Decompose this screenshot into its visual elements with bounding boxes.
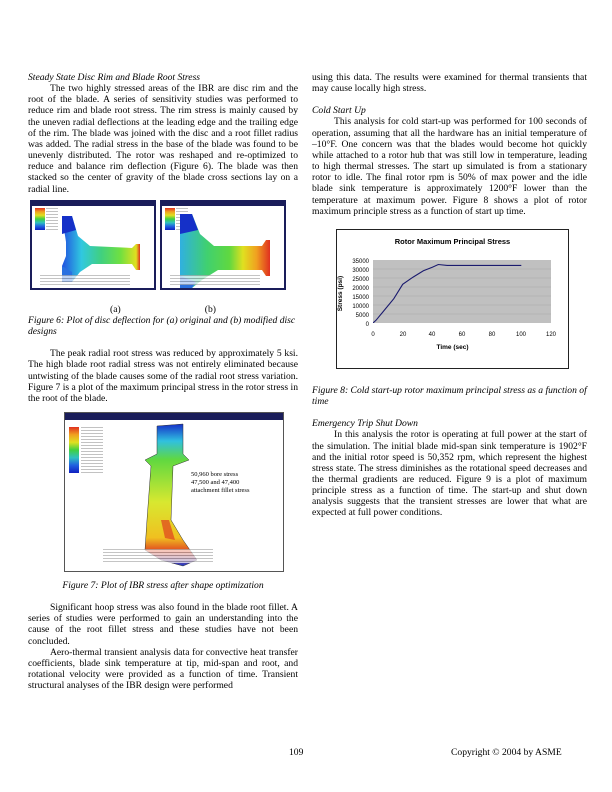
chart-y-axis-label: Stress (psi) (337, 275, 345, 312)
y-tick: 30000 (352, 267, 369, 274)
y-tick: 5000 (355, 312, 369, 319)
chart-line (373, 260, 551, 323)
y-tick: 0 (365, 321, 369, 328)
sublabel-a: (a) (110, 303, 121, 315)
y-tick: 10000 (352, 303, 369, 310)
fem-plot-modified (160, 200, 286, 290)
x-tick: 0 (371, 331, 375, 338)
stress-annotation: 50,960 bore stress 47,500 and 47,400 attachment fillet stress (191, 470, 250, 495)
x-tick: 20 (399, 331, 407, 338)
paragraph-using-data: using this data. The results were examined for thermal transients that may cause locally high stress. (312, 72, 587, 95)
section-heading-emergency-trip: Emergency Trip Shut Down (312, 418, 418, 430)
x-tick: 100 (515, 331, 526, 338)
paragraph-steady-state: The two highly stressed areas of the IBR are disc rim and the root of the blade. A series of sensitivity studies was performed to reduce rim and blade root stress. The rim stress is mainly caused by the uneven radial deflections at the leading edge and the trailing edge of the rim. The blade was joined with the disc and a root fillet radius was added. The radial stress in the base of the blade was found to be unevenly distributed. The rotor was reshaped and re-optimized to reduce and balance rim deflection (Figure 6). The blade was then stacked so the center of gravity of the blade cross sections lay on a radial line. (28, 83, 298, 195)
section-heading-steady-state: Steady State Disc Rim and Blade Root Stress (28, 72, 201, 83)
x-tick: 80 (488, 331, 496, 338)
x-tick: 40 (428, 331, 436, 338)
figure-6-caption: Figure 6: Plot of disc deflection for (a) original and (b) modified disc designs (28, 314, 296, 338)
paragraph-aero-thermal: Aero-thermal transient analysis data for convective heat transfer coefficients, blade sink temperature at tip, mid-span and root, and rotational velocity were provided as a function of time. Transient structural analyses of the IBR design were performed (28, 646, 298, 692)
chart-x-axis-label: Time (sec) (436, 343, 469, 351)
figure-6-sublabels (28, 304, 298, 315)
sublabel-b: (b) (204, 303, 216, 315)
figure-6 (30, 200, 298, 296)
paragraph-emergency-trip: In this analysis the rotor is operating at full power at the start of the simulation. The initial blade mid-span sink temperature is 1902°F and the initial rotor speed is 50,352 rpm, which represent the highest stress state. The stress diminishes as the rotational speed decreases and the thermal gradients are reduced. Figure 9 is a plot of maximum principle stress as a function of time. The start-up and shut down analysis suggests that the transient stresses are lower that what are expected at full power conditions. (312, 429, 587, 519)
y-tick: 20000 (352, 285, 369, 292)
chart-plot-area (373, 260, 551, 323)
figure-8-caption: Figure 8: Cold start-up rotor maximum principal stress as a function of time (312, 384, 587, 408)
y-tick: 35000 (352, 258, 369, 265)
section-heading-cold-start: Cold Start Up (312, 105, 366, 117)
y-tick: 15000 (352, 294, 369, 301)
paragraph-peak-radial: The peak radial root stress was reduced by approximately 5 ksi. The high blade root radial stress was not entirely eliminated because untwisting of the blade causes some of the radial root stress variation. Figure 7 is a plot of the maximum principal stress in the rotor stress in the root of the blade. (28, 348, 298, 404)
y-tick: 25000 (352, 276, 369, 283)
paragraph-hoop-stress: Significant hoop stress was also found in the blade root fillet. A series of studies were performed to gain an understanding into the cause of the root fillet stress and these studies have not been concluded. (28, 602, 298, 647)
ibr-stress-plot-shape (65, 420, 283, 570)
figure-7-caption: Figure 7: Plot of IBR stress after shape optimization (62, 579, 264, 591)
chart-title: Rotor Maximum Principal Stress (394, 236, 511, 246)
page-number: 109 (289, 747, 304, 758)
copyright: Copyright © 2004 by ASME (451, 747, 562, 758)
right-column (312, 72, 587, 519)
left-column (28, 72, 298, 691)
x-tick: 120 (545, 331, 556, 338)
fem-plot-original (30, 200, 156, 290)
paragraph-cold-start: This analysis for cold start-up was performed for 100 seconds of operation, assuming that all the hardware has an initial temperature of –10°F. One concern was that the blades would become hot quickly while attached to a rotor hub that was still low in temperature, leading to high thermal stresses. The start up simulated is from a stationary rotor to idle. The final rotor rpm is 50% of max power and the idle blade sink temperature is approximately 1200°F lower than the temperature at maximum power. Figure 8 shows a plot of rotor maximum principle stress as a function of start up time. (312, 116, 587, 217)
x-tick: 60 (458, 331, 466, 338)
figure-7 (64, 412, 284, 572)
figure-8-chart (336, 229, 569, 369)
